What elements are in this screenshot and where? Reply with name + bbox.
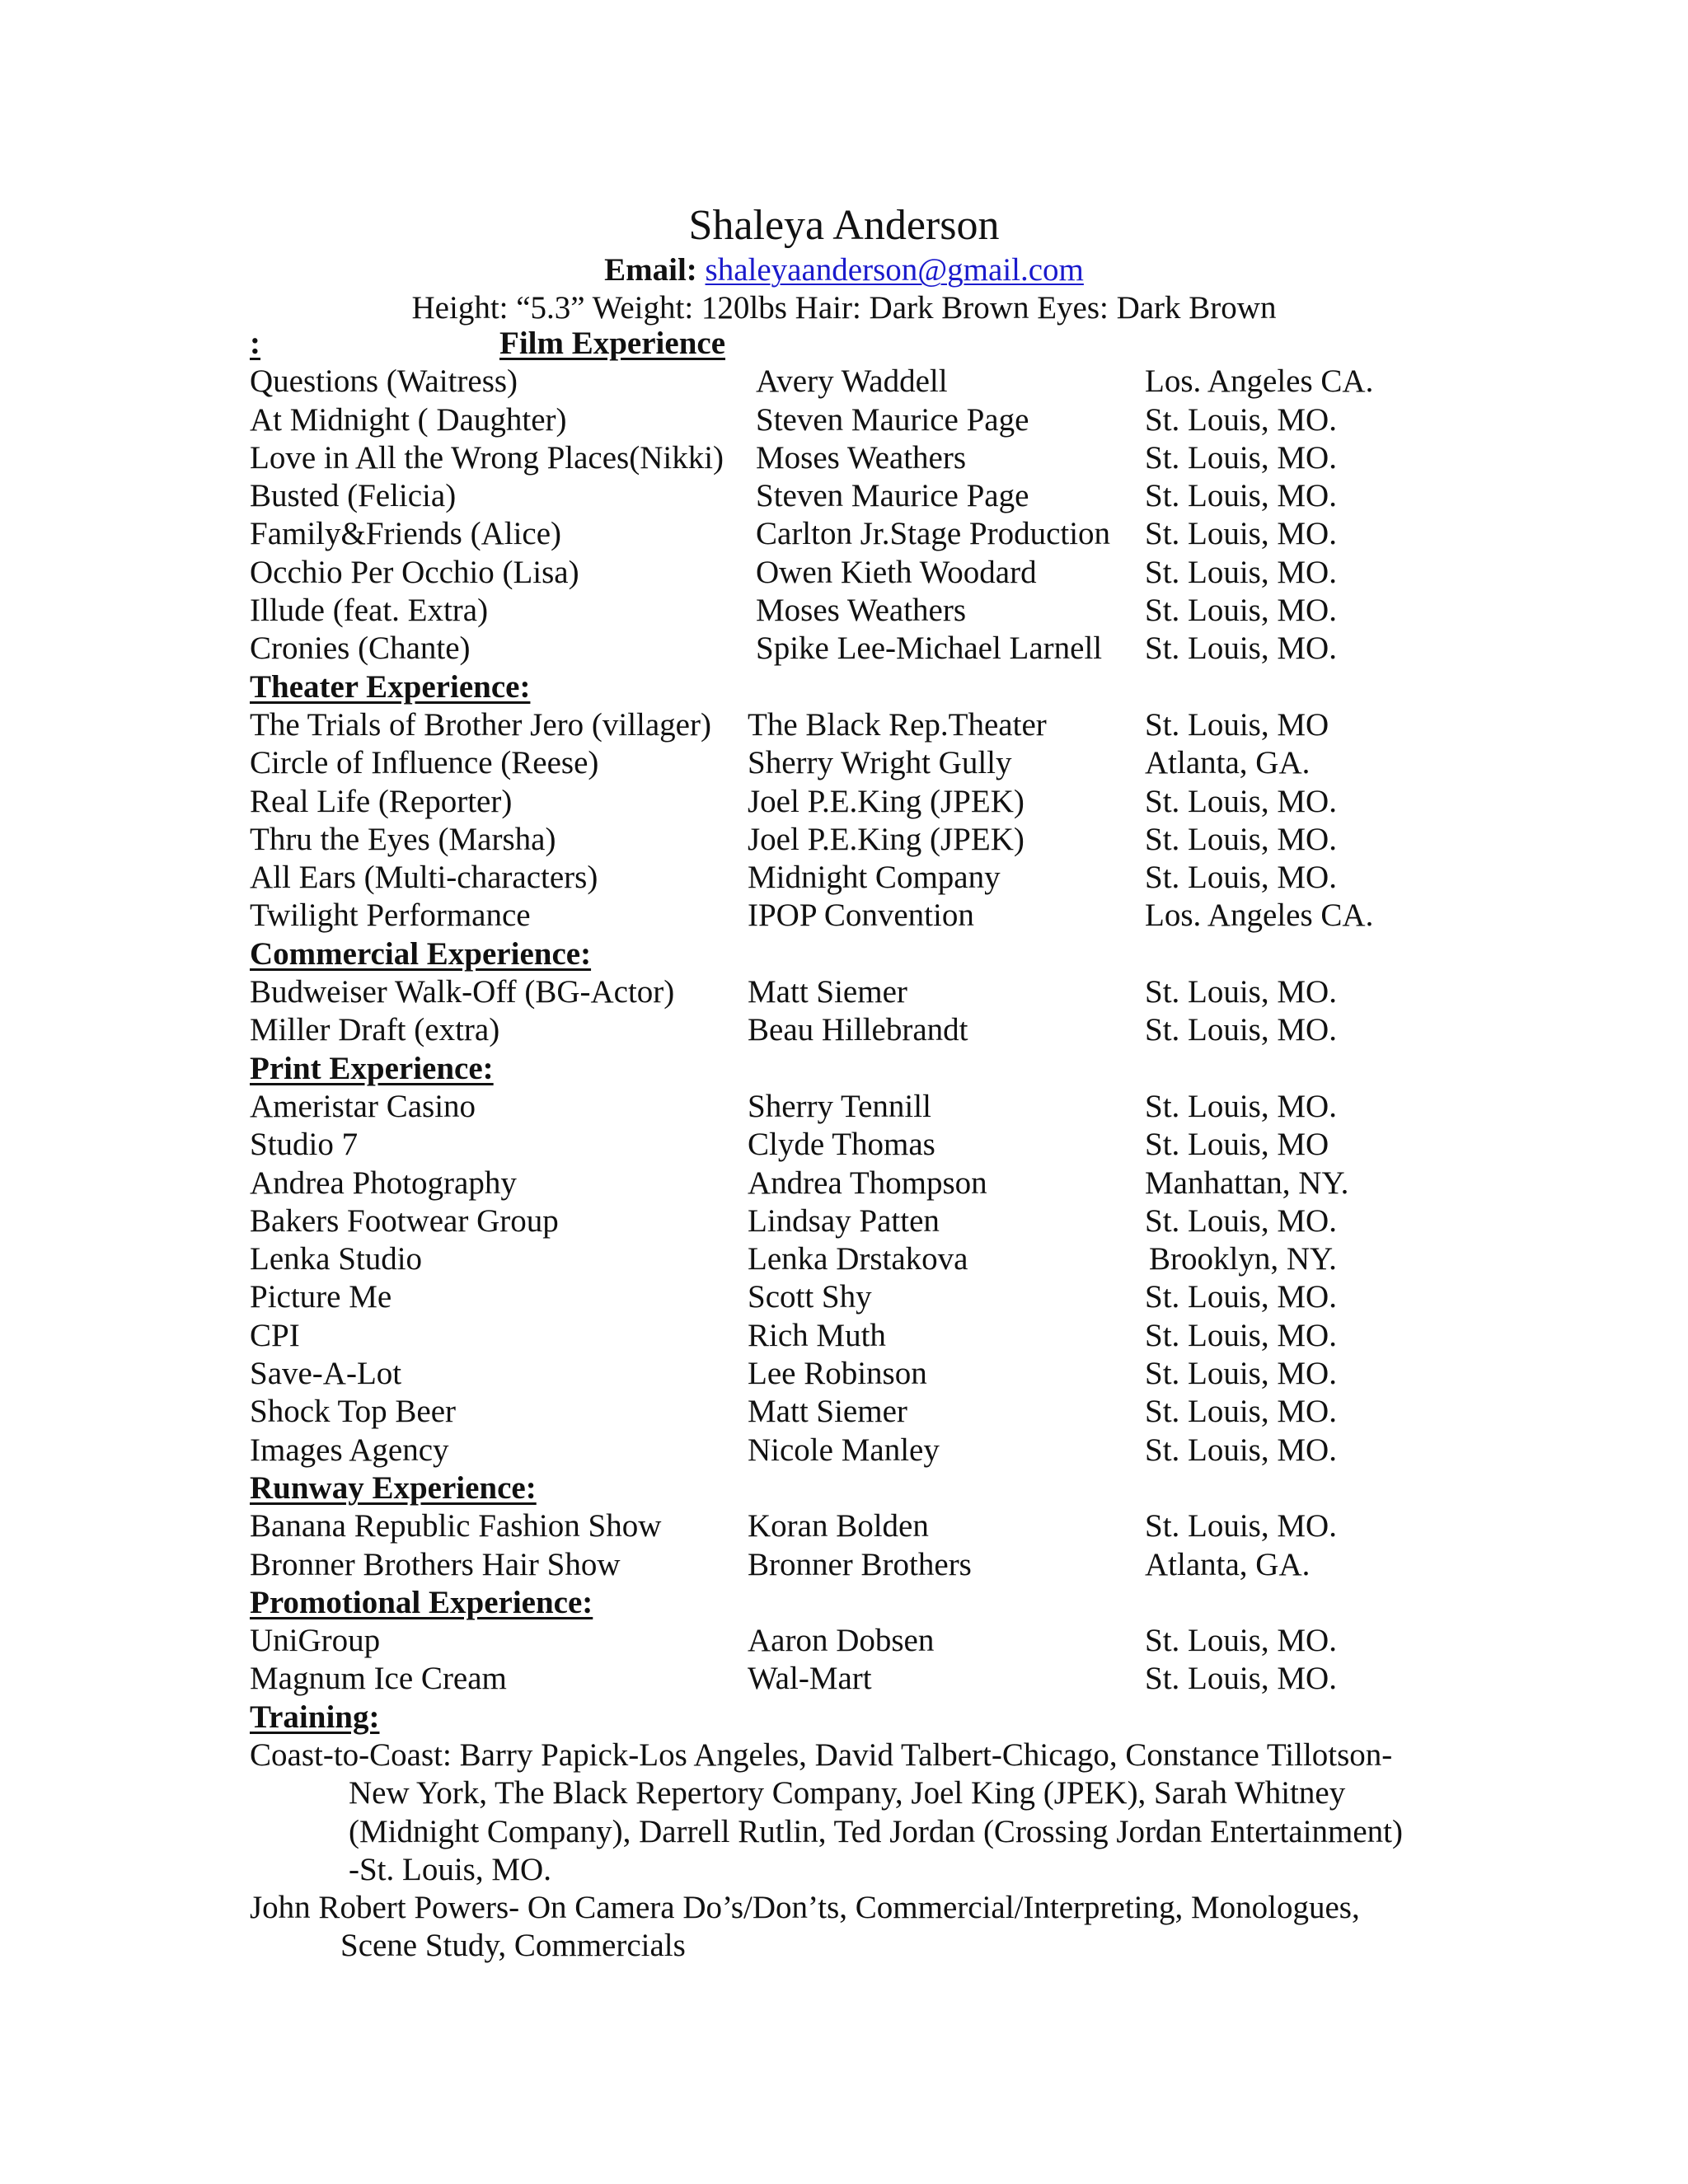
credit-location: St. Louis, MO. bbox=[1145, 974, 1337, 1010]
credit-title: Family&Friends (Alice) bbox=[250, 516, 562, 552]
credit-title: The Trials of Brother Jero (villager) bbox=[250, 706, 711, 743]
training-heading-text: Training: bbox=[250, 1699, 380, 1735]
credit-director: Clyde Thomas bbox=[748, 1127, 935, 1163]
email-link[interactable]: shaleyaanderson@gmail.com bbox=[705, 252, 1084, 288]
table-row bbox=[0, 744, 1688, 782]
email-line bbox=[0, 249, 1688, 292]
training-line: Coast-to-Coast: Barry Papick-Los Angeles, David Talbert-Chicago, Constance Tillotson- bbox=[250, 1736, 1393, 1773]
credit-location: Los. Angeles CA. bbox=[1145, 898, 1374, 934]
credit-director: Aaron Dobsen bbox=[748, 1623, 935, 1659]
promotional-heading-text: Promotional Experience: bbox=[250, 1584, 593, 1620]
credit-title: Real Life (Reporter) bbox=[250, 783, 513, 819]
credit-title: Ameristar Casino bbox=[250, 1088, 476, 1124]
credit-location: St. Louis, MO. bbox=[1145, 1202, 1337, 1239]
print-heading bbox=[0, 1050, 1688, 1088]
credit-title: Save-A-Lot bbox=[250, 1356, 402, 1392]
credit-director: Lenka Drstakova bbox=[748, 1241, 968, 1277]
credit-location: St. Louis, MO. bbox=[1145, 630, 1337, 667]
table-row bbox=[0, 1202, 1688, 1240]
table-row bbox=[0, 439, 1688, 477]
print-heading-text: Print Experience: bbox=[250, 1050, 494, 1086]
credit-director: Matt Siemer bbox=[748, 1394, 907, 1430]
training-line: -St. Louis, MO. bbox=[349, 1851, 551, 1887]
credit-director: Rich Muth bbox=[748, 1317, 886, 1353]
credit-location: Atlanta, GA. bbox=[1145, 745, 1311, 781]
training-line: Scene Study, Commercials bbox=[340, 1928, 686, 1964]
credit-location: St. Louis, MO. bbox=[1145, 1432, 1337, 1468]
credit-director: Beau Hillebrandt bbox=[748, 1012, 968, 1048]
table-row bbox=[0, 706, 1688, 744]
credit-location: St. Louis, MO. bbox=[1145, 516, 1337, 552]
credit-director: Steven Maurice Page bbox=[756, 401, 1029, 438]
credit-title: Busted (Felicia) bbox=[250, 478, 457, 514]
credit-title: Studio 7 bbox=[250, 1127, 359, 1163]
credit-title: Miller Draft (extra) bbox=[250, 1012, 500, 1048]
credit-title: Cronies (Chante) bbox=[250, 630, 471, 667]
credit-location: St. Louis, MO. bbox=[1145, 783, 1337, 819]
table-row bbox=[0, 363, 1688, 401]
credit-location: St. Louis, MO. bbox=[1145, 1661, 1337, 1697]
credit-director: Bronner Brothers bbox=[748, 1546, 972, 1582]
credit-director: Moses Weathers bbox=[756, 593, 967, 629]
table-row bbox=[0, 1432, 1688, 1469]
credit-title: CPI bbox=[250, 1317, 300, 1353]
credit-title: Lenka Studio bbox=[250, 1241, 423, 1277]
credit-location: St. Louis, MO. bbox=[1145, 1356, 1337, 1392]
credit-director: IPOP Convention bbox=[748, 898, 974, 934]
credit-title: Circle of Influence (Reese) bbox=[250, 745, 599, 781]
training-line: (Midnight Company), Darrell Rutlin, Ted Jordan (Crossing Jordan Entertainment) bbox=[349, 1813, 1404, 1849]
credit-location: St. Louis, MO. bbox=[1145, 1012, 1337, 1048]
table-row bbox=[0, 401, 1688, 439]
resume-sections bbox=[0, 325, 1688, 1966]
credit-director: Lee Robinson bbox=[748, 1356, 927, 1392]
commercial-list bbox=[0, 973, 1688, 1050]
credit-title: Thru the Eyes (Marsha) bbox=[250, 821, 556, 857]
promotional-list bbox=[0, 1622, 1688, 1699]
commercial-heading bbox=[0, 935, 1688, 973]
credit-title: Images Agency bbox=[250, 1432, 449, 1468]
film-list bbox=[0, 363, 1688, 668]
credit-director: Steven Maurice Page bbox=[756, 478, 1029, 514]
credit-location: St. Louis, MO. bbox=[1145, 860, 1337, 896]
resume-name: Shaleya Anderson bbox=[688, 202, 1000, 249]
table-row bbox=[0, 1317, 1688, 1355]
theater-list bbox=[0, 706, 1688, 935]
credit-director: Wal-Mart bbox=[748, 1661, 872, 1697]
credit-location: St. Louis, MO. bbox=[1145, 821, 1337, 857]
credit-location: St. Louis, MO. bbox=[1145, 439, 1337, 476]
table-row bbox=[0, 1660, 1688, 1698]
credit-title: Bakers Footwear Group bbox=[250, 1202, 559, 1239]
credit-title: Questions (Waitress) bbox=[250, 363, 518, 400]
promotional-heading bbox=[0, 1584, 1688, 1622]
table-row bbox=[0, 477, 1688, 515]
credit-title: Banana Republic Fashion Show bbox=[250, 1508, 662, 1544]
film-heading-text: Film Experience bbox=[499, 326, 726, 361]
credit-title: Occhio Per Occhio (Lisa) bbox=[250, 554, 579, 590]
credit-title: Picture Me bbox=[250, 1279, 392, 1315]
physical-stats: Height: “5.3” Weight: 120lbs Hair: Dark Brown Eyes: Dark Brown bbox=[411, 290, 1277, 326]
training-item-coast bbox=[250, 1736, 1470, 1889]
credit-location: St. Louis, MO. bbox=[1145, 593, 1337, 629]
credit-location: St. Louis, MO. bbox=[1145, 401, 1337, 438]
table-row bbox=[0, 1278, 1688, 1316]
table-row bbox=[0, 1126, 1688, 1164]
email-label: Email: bbox=[604, 252, 697, 288]
credit-director: Lindsay Patten bbox=[748, 1202, 940, 1239]
table-row bbox=[0, 1393, 1688, 1431]
credit-title: Andrea Photography bbox=[250, 1165, 517, 1201]
credit-title: UniGroup bbox=[250, 1623, 381, 1659]
credit-title: At Midnight ( Daughter) bbox=[250, 401, 567, 438]
table-row bbox=[0, 592, 1688, 630]
table-row bbox=[0, 1622, 1688, 1660]
credit-director: Joel P.E.King (JPEK) bbox=[748, 821, 1025, 857]
table-row bbox=[0, 897, 1688, 935]
credit-director: Moses Weathers bbox=[756, 439, 967, 476]
credit-location: St. Louis, MO. bbox=[1145, 1088, 1337, 1124]
training-line: New York, The Black Repertory Company, Joel King (JPEK), Sarah Whitney bbox=[349, 1775, 1346, 1811]
credit-title: Budweiser Walk-Off (BG-Actor) bbox=[250, 974, 675, 1010]
credit-director: Matt Siemer bbox=[748, 974, 907, 1010]
table-row bbox=[0, 1011, 1688, 1049]
table-row bbox=[0, 1355, 1688, 1393]
credit-title: Magnum Ice Cream bbox=[250, 1661, 507, 1697]
table-row bbox=[0, 630, 1688, 668]
credit-director: Scott Shy bbox=[748, 1279, 872, 1315]
credit-location: St. Louis, MO. bbox=[1145, 1317, 1337, 1353]
credit-director: Sherry Tennill bbox=[748, 1088, 931, 1124]
credit-location: St. Louis, MO. bbox=[1145, 554, 1337, 590]
credit-location: St. Louis, MO. bbox=[1145, 1508, 1337, 1544]
table-row bbox=[0, 973, 1688, 1011]
training-line: John Robert Powers- On Camera Do’s/Don’ts, Commercial/Interpreting, Monologues, bbox=[250, 1890, 1360, 1926]
film-heading: Film Experience : bbox=[0, 325, 1688, 363]
credit-location: St. Louis, MO bbox=[1145, 1127, 1329, 1163]
credit-location: St. Louis, MO. bbox=[1145, 1279, 1337, 1315]
table-row bbox=[0, 1165, 1688, 1202]
runway-heading-text: Runway Experience: bbox=[250, 1469, 537, 1506]
credit-location: Manhattan, NY. bbox=[1145, 1165, 1349, 1201]
training-list bbox=[0, 1736, 1688, 1966]
theater-heading-text: Theater Experience: bbox=[250, 668, 531, 705]
credit-title: Shock Top Beer bbox=[250, 1394, 457, 1430]
table-row bbox=[0, 554, 1688, 592]
training-heading bbox=[0, 1699, 1688, 1736]
credit-director: The Black Rep.Theater bbox=[748, 706, 1047, 743]
table-row bbox=[0, 859, 1688, 897]
table-row bbox=[0, 515, 1688, 553]
print-list bbox=[0, 1088, 1688, 1469]
credit-location: St. Louis, MO. bbox=[1145, 1623, 1337, 1659]
table-row bbox=[0, 1507, 1688, 1545]
credit-director: Joel P.E.King (JPEK) bbox=[748, 783, 1025, 819]
training-item-jrp bbox=[250, 1889, 1470, 1966]
credit-director: Nicole Manley bbox=[748, 1432, 940, 1468]
credit-location: Atlanta, GA. bbox=[1145, 1546, 1311, 1582]
table-row bbox=[0, 821, 1688, 859]
credit-title: Twilight Performance bbox=[250, 898, 531, 934]
credit-director: Midnight Company bbox=[748, 860, 1001, 896]
credit-title: Love in All the Wrong Places(Nikki) bbox=[250, 439, 724, 476]
theater-heading bbox=[0, 668, 1688, 706]
table-row bbox=[0, 783, 1688, 821]
credit-director: Sherry Wright Gully bbox=[748, 745, 1012, 781]
table-row bbox=[0, 1088, 1688, 1126]
credit-location: Brooklyn, NY. bbox=[1149, 1241, 1337, 1277]
credit-director: Owen Kieth Woodard bbox=[756, 554, 1037, 590]
table-row bbox=[0, 1546, 1688, 1584]
credit-director: Carlton Jr.Stage Production bbox=[756, 516, 1111, 552]
credit-location: St. Louis, MO. bbox=[1145, 478, 1337, 514]
runway-list bbox=[0, 1507, 1688, 1584]
credit-director: Avery Waddell bbox=[756, 363, 948, 400]
credit-location: Los. Angeles CA. bbox=[1145, 363, 1374, 400]
credit-director: Spike Lee-Michael Larnell bbox=[756, 630, 1103, 667]
credit-director: Koran Bolden bbox=[748, 1508, 929, 1544]
credit-title: All Ears (Multi-characters) bbox=[250, 860, 598, 896]
credit-location: St. Louis, MO bbox=[1145, 706, 1329, 743]
credit-location: St. Louis, MO. bbox=[1145, 1394, 1337, 1430]
commercial-heading-text: Commercial Experience: bbox=[250, 935, 592, 972]
credit-title: Illude (feat. Extra) bbox=[250, 593, 489, 629]
credit-director: Andrea Thompson bbox=[748, 1165, 987, 1201]
runway-heading bbox=[0, 1469, 1688, 1507]
table-row bbox=[0, 1240, 1688, 1278]
credit-title: Bronner Brothers Hair Show bbox=[250, 1546, 621, 1582]
